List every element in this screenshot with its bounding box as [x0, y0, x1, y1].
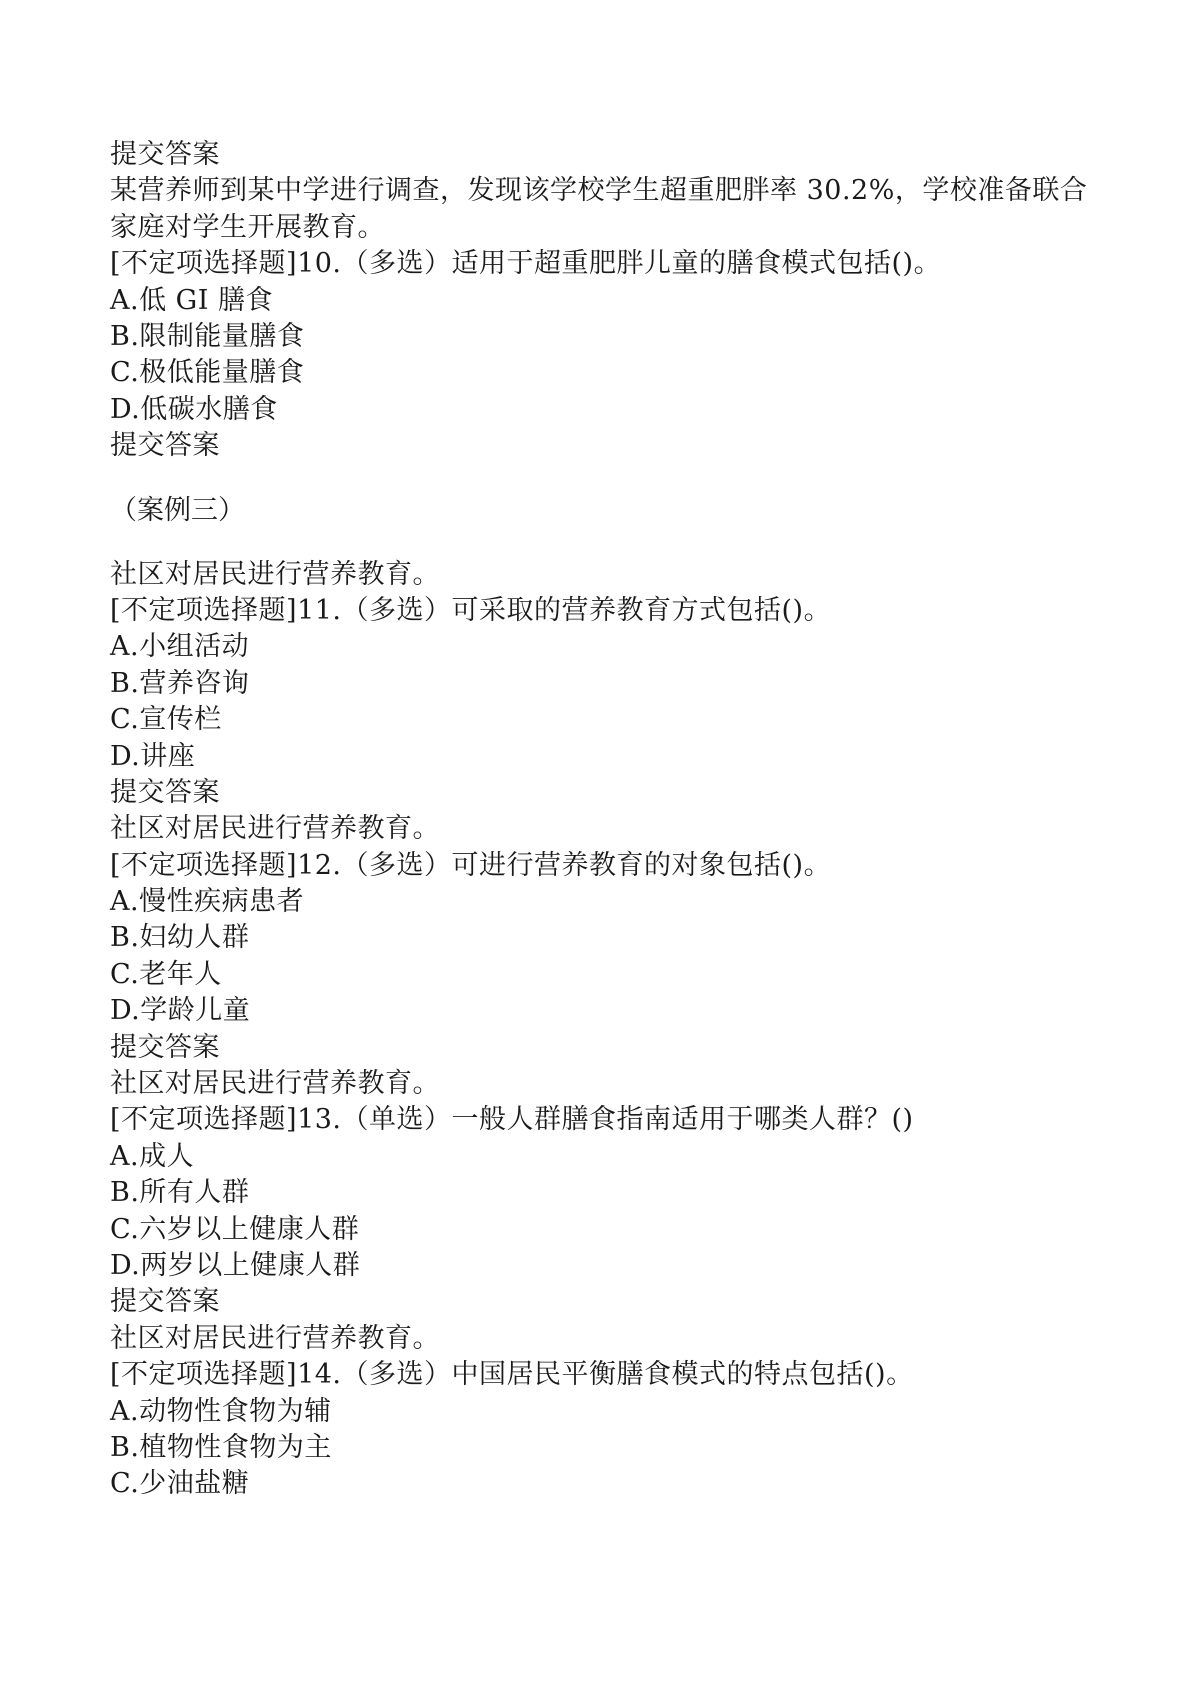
option-d[interactable]: D.两岁以上健康人群: [110, 1249, 361, 1281]
question-scenario: 社区对居民进行营养教育。: [110, 813, 440, 845]
question-11: [110, 557, 1090, 812]
question-13: [110, 1066, 1090, 1321]
question-14: [110, 1321, 1090, 1503]
question-scenario: 社区对居民进行营养教育。: [110, 1322, 440, 1354]
submit-answer-link[interactable]: 提交答案: [110, 776, 220, 808]
case-heading: （案例三）: [110, 494, 245, 526]
option-d[interactable]: D.低碳水膳食: [110, 393, 278, 425]
submit-answer-link[interactable]: 提交答案: [110, 1286, 220, 1318]
option-c[interactable]: C.极低能量膳食: [110, 357, 305, 389]
submit-answer-link[interactable]: 提交答案: [110, 139, 220, 170]
option-b[interactable]: B.植物性食物为主: [110, 1431, 332, 1463]
question-stem: [不定项选择题]12.（多选）可进行营养教育的对象包括()。: [110, 849, 832, 881]
question-scenario: 某营养师到某中学进行调查，发现该学校学生超重肥胖率 30.2%，学校准备联合家庭对学生开展教育。: [110, 175, 1088, 243]
option-a[interactable]: A.成人: [110, 1140, 195, 1172]
question-scenario: 社区对居民进行营养教育。: [110, 558, 440, 590]
option-d[interactable]: D.讲座: [110, 740, 196, 772]
option-c[interactable]: C.六岁以上健康人群: [110, 1213, 360, 1245]
question-12: [110, 811, 1090, 1066]
option-a[interactable]: A.动物性食物为辅: [110, 1395, 332, 1427]
option-a[interactable]: A.小组活动: [110, 631, 250, 663]
question-10: [110, 173, 1090, 464]
submit-answer-link[interactable]: 提交答案: [110, 1031, 220, 1063]
submit-block-0: [110, 137, 1090, 173]
document-body: [110, 137, 1090, 1503]
option-b[interactable]: B.营养咨询: [110, 667, 250, 699]
option-c[interactable]: C.老年人: [110, 958, 222, 990]
option-c[interactable]: C.少油盐糖: [110, 1468, 250, 1500]
option-b[interactable]: B.妇幼人群: [110, 922, 250, 954]
option-a[interactable]: A.慢性疾病患者: [110, 886, 305, 918]
option-b[interactable]: B.限制能量膳食: [110, 320, 305, 352]
question-scenario: 社区对居民进行营养教育。: [110, 1068, 440, 1100]
submit-answer-link[interactable]: 提交答案: [110, 430, 220, 462]
question-stem: [不定项选择题]11.（多选）可采取的营养教育方式包括()。: [110, 594, 832, 626]
option-c[interactable]: C.宣传栏: [110, 704, 222, 736]
question-stem: [不定项选择题]14.（多选）中国居民平衡膳食模式的特点包括()。: [110, 1359, 914, 1391]
option-b[interactable]: B.所有人群: [110, 1177, 250, 1209]
option-d[interactable]: D.学龄儿童: [110, 995, 251, 1027]
question-stem: [不定项选择题]10.（多选）适用于超重肥胖儿童的膳食模式包括()。: [110, 248, 942, 280]
question-stem: [不定项选择题]13.（单选）一般人群膳食指南适用于哪类人群？(): [110, 1104, 914, 1136]
option-a[interactable]: A.低 GI 膳食: [110, 284, 273, 316]
